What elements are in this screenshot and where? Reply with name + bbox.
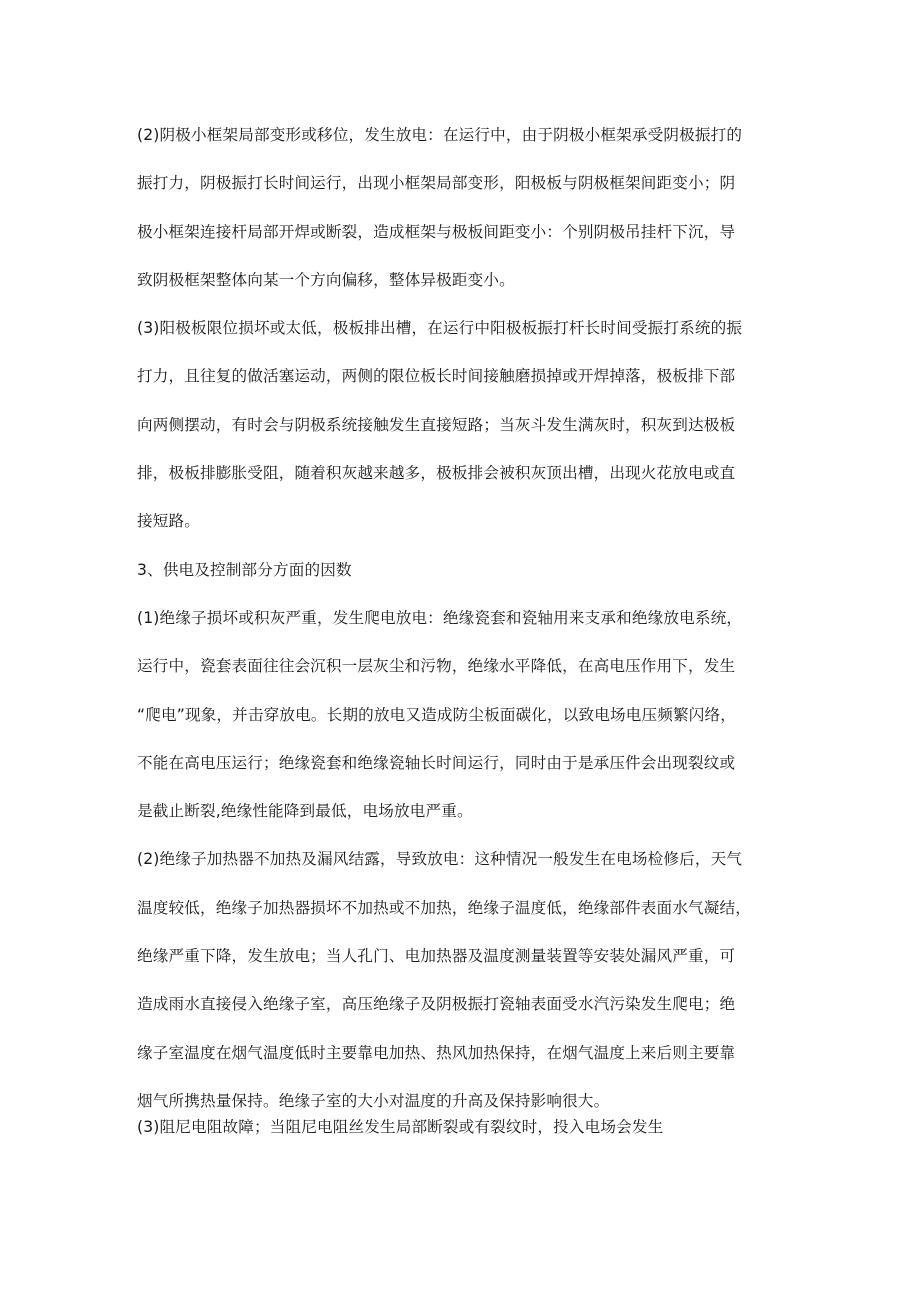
paragraph-cathode-frame-line-4: 致阴极框架整体向某一个方向偏移，整体异极距变小。 [137,271,515,289]
paragraph-anode-limit-line-1: (3)阳极板限位损坏或太低，极板排出槽，在运行中阳极板振打杆长时间受振打系统的振 [137,319,743,337]
paragraph-insulator-heater-line-5: 缘子室温度在烟气温度低时主要靠电加热、热风加热保持，在烟气温度上来后则主要靠 [137,1044,736,1062]
section-3-heading: 3、供电及控制部分方面的因数 [137,561,352,579]
paragraph-insulator-heater-line-4: 造成雨水直接侵入绝缘子室，高压绝缘子及阴极振打瓷轴表面受水汽污染发生爬电；绝 [137,995,736,1013]
paragraph-anode-limit-line-4: 排，极板排膨胀受阻，随着积灰越来越多，极板排会被积灰顶出槽，出现火花放电或直 [137,464,736,482]
paragraph-cathode-frame-line-3: 极小框架连接杆局部开焊或断裂，造成框架与极板间距变小：个别阴极吊挂杆下沉，导 [137,223,736,241]
paragraph-anode-limit-line-5: 接短路。 [137,512,200,530]
paragraph-insulator-damage-line-1: (1)绝缘子损坏或积灰严重，发生爬电放电：绝缘瓷套和瓷轴用来支承和绝缘放电系统， [137,609,743,627]
paragraph-anode-limit-line-2: 打力，且往复的做活塞运动，两侧的限位板长时间接触磨损掉或开焊掉落，极板排下部 [137,367,736,385]
paragraph-anode-limit-line-3: 向两侧摆动，有时会与阴极系统接触发生直接短路；当灰斗发生满灰时，积灰到达极板 [137,416,736,434]
paragraph-cathode-frame-line-1: (2)阴极小框架局部变形或移位，发生放电：在运行中，由于阴极小框架承受阴极振打的 [137,126,743,144]
paragraph-insulator-heater-line-1: (2)绝缘子加热器不加热及漏风结露，导致放电：这种情况一般发生在电场检修后，天气 [137,850,743,868]
paragraph-insulator-heater-line-2: 温度较低，绝缘子加热器损坏不加热或不加热，绝缘子温度低，绝缘部件表面水气凝结， [137,899,752,917]
paragraph-insulator-damage-line-2: 运行中，瓷套表面往往会沉积一层灰尘和污物，绝缘水平降低，在高电压作用下，发生 [137,657,736,675]
paragraph-insulator-damage-line-3: “爬电”现象，并击穿放电。长期的放电又造成防尘板面碳化，以致电场电压频繁闪络， [137,706,736,724]
paragraph-damping-resistor-line-1: (3)阻尼电阻故障；当阻尼电阻丝发生局部断裂或有裂纹时，投入电场会发生 [137,1118,664,1136]
paragraph-insulator-damage-line-4: 不能在高电压运行；绝缘瓷套和绝缘瓷轴长时间运行，同时由于是承压件会出现裂纹或 [137,754,736,772]
paragraph-insulator-heater-line-3: 绝缘严重下降，发生放电；当人孔门、电加热器及温度测量装置等安装处漏风严重，可 [137,947,736,965]
paragraph-cathode-frame-line-2: 振打力，阴极振打长时间运行，出现小框架局部变形，阳极板与阴极框架间距变小；阴 [137,174,736,192]
paragraph-insulator-damage-line-5: 是截止断裂,绝缘性能降到最低，电场放电严重。 [137,802,473,820]
paragraph-insulator-heater-line-6: 烟气所携热量保持。绝缘子室的大小对温度的升高及保持影响很大。 [137,1092,610,1110]
